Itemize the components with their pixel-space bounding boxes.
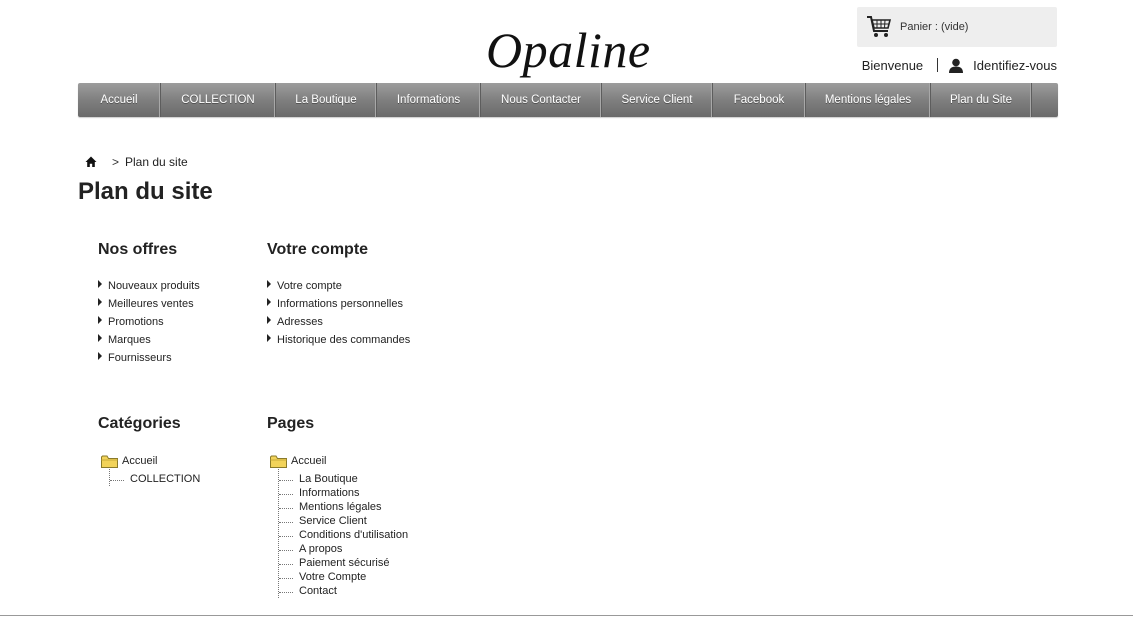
account-title: Votre compte (267, 241, 369, 258)
tree-item[interactable]: COLLECTION (110, 472, 200, 486)
user-bar-divider (937, 58, 938, 72)
tree-item[interactable]: La Boutique (279, 472, 408, 486)
arrow-right-icon (267, 316, 271, 324)
list-item[interactable] (267, 331, 410, 349)
categories-tree (101, 453, 200, 486)
tree-item[interactable]: Mentions légales (279, 500, 408, 514)
nav-item-plan-du-site[interactable]: Plan du Site (931, 83, 1032, 117)
tree-item[interactable]: Paiement sécurisé (279, 556, 408, 570)
nav-item-service-client[interactable]: Service Client (602, 83, 713, 117)
breadcrumb-current: Plan du site (125, 155, 188, 169)
offers-link[interactable]: Marques (108, 334, 151, 346)
tree-root[interactable] (270, 453, 408, 469)
pages-tree (270, 453, 408, 598)
offers-title: Nos offres (98, 241, 178, 258)
tree-root[interactable] (101, 453, 200, 469)
offers-link[interactable]: Promotions (108, 316, 164, 328)
pages-title: Pages (267, 415, 315, 432)
list-item[interactable] (267, 295, 410, 313)
list-item[interactable] (98, 349, 200, 367)
cart-block[interactable] (857, 7, 1057, 47)
pages-children (278, 469, 408, 598)
list-item[interactable] (98, 331, 200, 349)
login-link[interactable]: Identifiez-vous (973, 57, 1057, 73)
arrow-right-icon (267, 334, 271, 342)
list-item[interactable] (98, 313, 200, 331)
nav-item-collection[interactable]: COLLECTION (161, 83, 276, 117)
main-nav (78, 83, 1058, 117)
nav-item-accueil[interactable]: Accueil (78, 83, 161, 117)
account-link[interactable]: Informations personnelles (277, 298, 403, 310)
offers-link[interactable]: Meilleures ventes (108, 298, 194, 310)
nav-item-nous-contacter[interactable]: Nous Contacter (481, 83, 602, 117)
welcome-text: Bienvenue (861, 57, 924, 73)
tree-root-label[interactable]: Accueil (291, 455, 327, 467)
user-bar (862, 57, 1057, 73)
offers-list (98, 277, 200, 367)
categories-title: Catégories (98, 415, 181, 432)
list-item[interactable] (98, 277, 200, 295)
home-icon[interactable] (85, 156, 97, 168)
account-list (267, 277, 410, 349)
tree-item[interactable]: A propos (279, 542, 408, 556)
tree-root-label[interactable]: Accueil (122, 455, 158, 467)
categories-children (109, 469, 200, 486)
site-logo[interactable]: Opaline (486, 22, 651, 78)
tree-item[interactable]: Votre Compte (279, 570, 408, 584)
nav-item-la-boutique[interactable]: La Boutique (276, 83, 377, 117)
offers-link[interactable]: Fournisseurs (108, 352, 172, 364)
arrow-right-icon (98, 298, 102, 306)
tree-item[interactable]: Service Client (279, 514, 408, 528)
cart-icon (866, 14, 892, 40)
list-item[interactable] (267, 277, 410, 295)
offers-link[interactable]: Nouveaux produits (108, 280, 200, 292)
cart-label: Panier : (vide) (900, 21, 969, 33)
nav-item-mentions-legales[interactable]: Mentions légales (806, 83, 931, 117)
arrow-right-icon (98, 334, 102, 342)
user-icon (948, 58, 964, 73)
arrow-right-icon (267, 280, 271, 288)
nav-item-informations[interactable]: Informations (377, 83, 481, 117)
folder-icon (101, 455, 118, 468)
arrow-right-icon (98, 352, 102, 360)
breadcrumb (85, 155, 188, 169)
list-item[interactable] (98, 295, 200, 313)
tree-item[interactable]: Contact (279, 584, 408, 598)
tree-item[interactable]: Conditions d'utilisation (279, 528, 408, 542)
page-title: Plan du site (78, 178, 213, 205)
account-link[interactable]: Adresses (277, 316, 323, 328)
nav-item-facebook[interactable]: Facebook (713, 83, 806, 117)
account-link[interactable]: Historique des commandes (277, 334, 411, 346)
footer-divider (0, 615, 1133, 616)
folder-icon (270, 455, 287, 468)
list-item[interactable] (267, 313, 410, 331)
breadcrumb-separator: > (112, 155, 120, 169)
arrow-right-icon (98, 316, 102, 324)
tree-item[interactable]: Informations (279, 486, 408, 500)
arrow-right-icon (267, 298, 271, 306)
arrow-right-icon (98, 280, 102, 288)
account-link[interactable]: Votre compte (277, 280, 342, 292)
